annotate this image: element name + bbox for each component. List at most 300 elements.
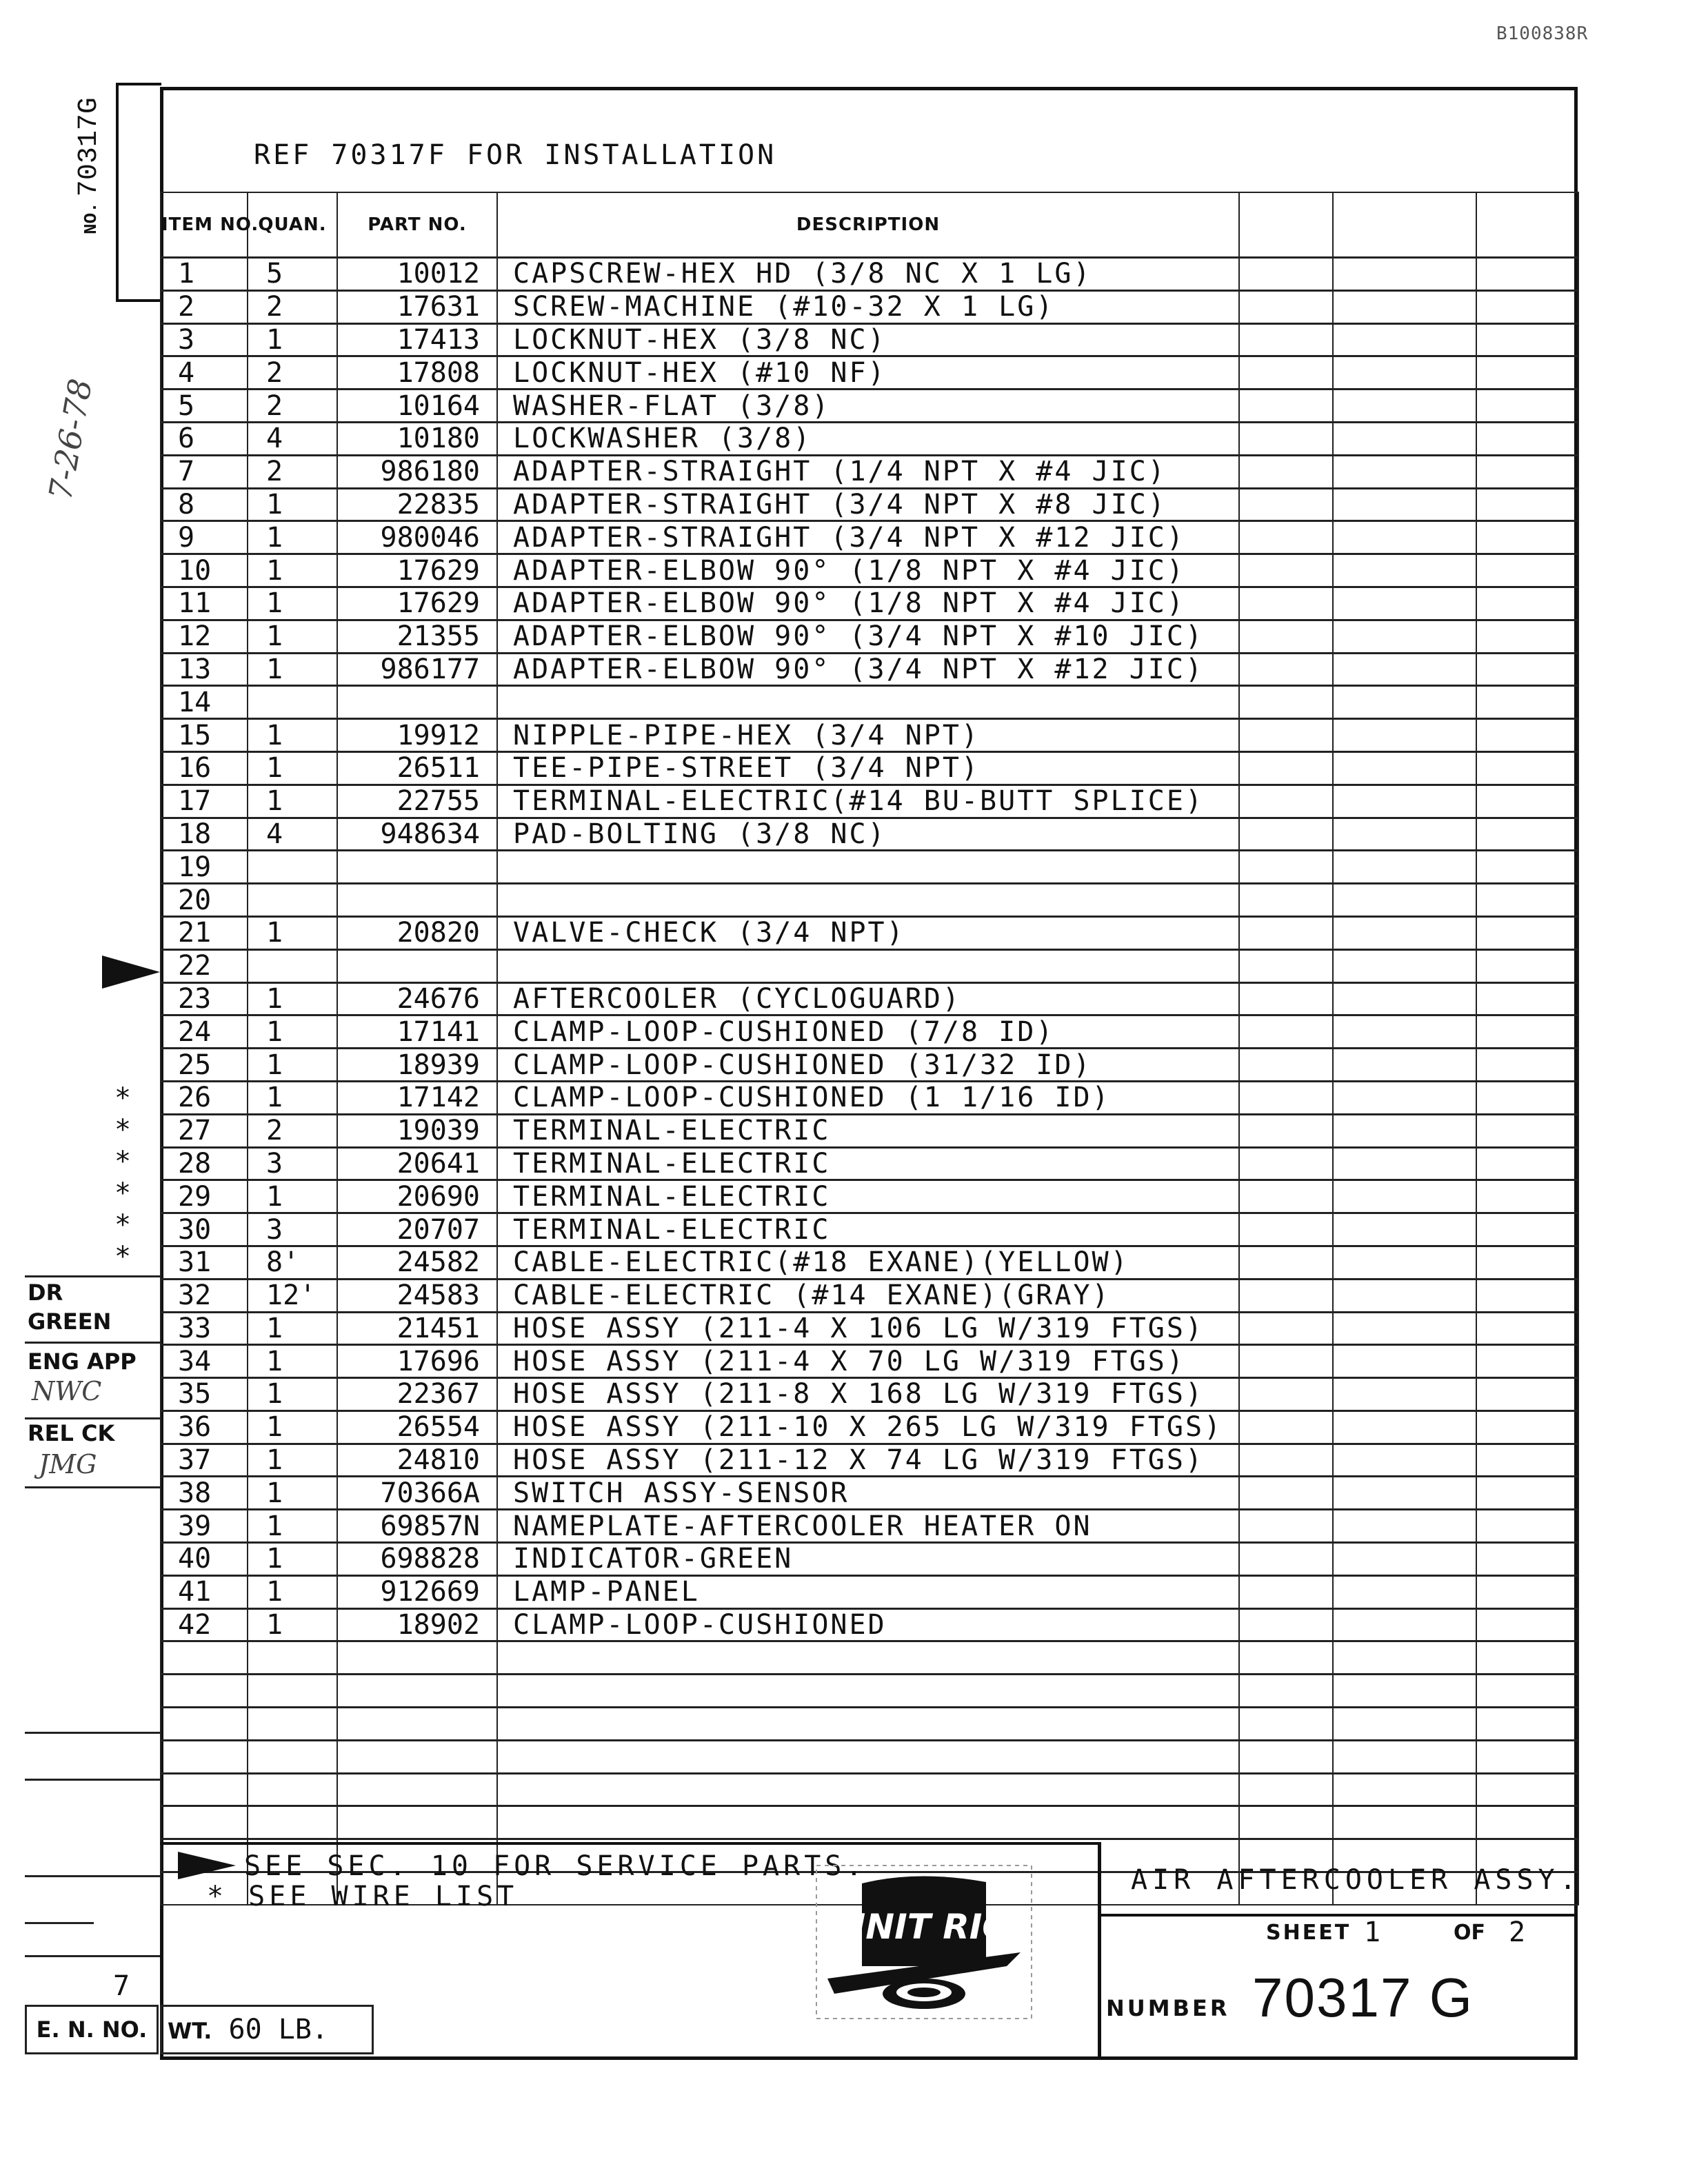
part-number-cell: 17631	[337, 290, 497, 323]
blank-cell	[1239, 1806, 1333, 1839]
blank-cell	[1476, 1806, 1578, 1839]
blank-cell	[1333, 851, 1476, 884]
blank-cell	[1333, 1147, 1476, 1180]
description-cell: LAMP-PANEL	[497, 1575, 1239, 1608]
item-number-cell: 41	[161, 1575, 248, 1608]
blank-cell	[1333, 1477, 1476, 1510]
blank-cell	[1239, 785, 1333, 818]
item-number-cell: 22	[161, 949, 248, 982]
blank-cell	[1476, 916, 1578, 949]
description-cell: HOSE ASSY (211-12 X 74 LG W/319 FTGS)	[497, 1444, 1239, 1477]
blank-cell	[1333, 1675, 1476, 1708]
quantity-cell: 1	[248, 751, 337, 785]
blank-cell	[1239, 1477, 1333, 1510]
blank-cell	[1476, 1081, 1578, 1114]
blank-cell	[1476, 1773, 1578, 1806]
table-row	[161, 982, 1578, 1015]
table-row	[161, 1180, 1578, 1213]
table-row	[161, 1410, 1578, 1444]
table-row	[161, 1543, 1578, 1576]
table-row	[161, 1081, 1578, 1114]
table-header-row	[161, 192, 1578, 258]
quantity-cell: 1	[248, 1081, 337, 1114]
quantity-cell	[248, 949, 337, 982]
quantity-cell	[248, 1708, 337, 1741]
quantity-cell: 1	[248, 620, 337, 653]
part-number-cell: 17629	[337, 587, 497, 620]
blank-cell	[1476, 521, 1578, 554]
item-number-cell	[161, 1641, 248, 1675]
blank-cell	[1476, 258, 1578, 291]
part-number-cell: 24676	[337, 982, 497, 1015]
blank-cell	[1333, 916, 1476, 949]
blank-cell	[1239, 1641, 1333, 1675]
description-cell	[497, 1806, 1239, 1839]
blank-cell	[1476, 1675, 1578, 1708]
table-row	[161, 719, 1578, 752]
description-cell: AFTERCOOLER (CYCLOGUARD)	[497, 982, 1239, 1015]
blank-cell	[1333, 1180, 1476, 1213]
quantity-cell	[248, 884, 337, 917]
part-number-cell: 10164	[337, 390, 497, 423]
blank-cell	[1239, 1345, 1333, 1378]
quantity-cell: 4	[248, 422, 337, 455]
part-number-cell: 17696	[337, 1345, 497, 1378]
blank-cell	[1239, 290, 1333, 323]
item-number-cell: 30	[161, 1213, 248, 1246]
blank-cell	[1333, 719, 1476, 752]
blank-cell	[1239, 1575, 1333, 1608]
wire-list-star: *	[116, 1241, 130, 1273]
table-row	[161, 1378, 1578, 1411]
blank-cell	[1239, 1740, 1333, 1773]
item-number-cell: 8	[161, 488, 248, 521]
sheet-of-label: OF	[1454, 1921, 1485, 1945]
quantity-cell: 1	[248, 1543, 337, 1576]
sheet-label: SHEET	[1266, 1921, 1352, 1945]
part-number-cell	[337, 851, 497, 884]
table-row	[161, 1806, 1578, 1839]
parts-list-table	[160, 192, 1579, 1905]
revision-line	[25, 1955, 160, 1957]
table-row	[161, 1147, 1578, 1180]
item-number-cell: 6	[161, 422, 248, 455]
part-number-cell	[337, 1740, 497, 1773]
wire-list-star: *	[116, 1209, 130, 1241]
item-number-cell: 42	[161, 1608, 248, 1641]
description-cell: SWITCH ASSY-SENSOR	[497, 1477, 1239, 1510]
blank-cell	[1239, 1410, 1333, 1444]
item-number-cell: 5	[161, 390, 248, 423]
part-number-cell: 20690	[337, 1180, 497, 1213]
unit-rig-logo	[814, 1863, 1034, 2021]
item-number-cell: 12	[161, 620, 248, 653]
quantity-cell: 1	[248, 916, 337, 949]
part-number-cell: 26511	[337, 751, 497, 785]
description-cell: ADAPTER-STRAIGHT (1/4 NPT X #4 JIC)	[497, 455, 1239, 488]
part-number-cell: 24583	[337, 1279, 497, 1312]
part-number-cell: 698828	[337, 1543, 497, 1576]
quantity-cell: 2	[248, 1114, 337, 1147]
blank-cell	[1476, 554, 1578, 587]
table-row	[161, 751, 1578, 785]
blank-cell	[1476, 1345, 1578, 1378]
part-number-cell	[337, 1708, 497, 1741]
quantity-cell: 8'	[248, 1246, 337, 1279]
table-row	[161, 620, 1578, 653]
blank-cell	[1239, 521, 1333, 554]
quantity-cell: 1	[248, 488, 337, 521]
wire-list-star: *	[116, 1082, 130, 1114]
item-number-cell: 38	[161, 1477, 248, 1510]
quantity-cell: 1	[248, 785, 337, 818]
blank-cell	[1333, 1312, 1476, 1345]
description-cell: CABLE-ELECTRIC (#14 EXANE)(GRAY)	[497, 1279, 1239, 1312]
part-number-cell: 10012	[337, 258, 497, 291]
blank-cell	[1476, 1575, 1578, 1608]
part-number-cell: 20641	[337, 1147, 497, 1180]
blank-cell	[1239, 751, 1333, 785]
description-cell: TERMINAL-ELECTRIC	[497, 1114, 1239, 1147]
header-description: DESCRIPTION	[497, 192, 1239, 258]
table-row	[161, 554, 1578, 587]
blank-cell	[1239, 422, 1333, 455]
description-cell: LOCKWASHER (3/8)	[497, 422, 1239, 455]
blank-cell	[1333, 258, 1476, 291]
blank-cell	[1239, 884, 1333, 917]
item-number-cell: 37	[161, 1444, 248, 1477]
revision-line	[25, 1732, 160, 1734]
blank-cell	[1333, 1575, 1476, 1608]
part-number-cell	[337, 1675, 497, 1708]
drawing-number-value: 70317 G	[1252, 1967, 1474, 2028]
description-cell: LOCKNUT-HEX (3/8 NC)	[497, 323, 1239, 356]
blank-cell	[1476, 1740, 1578, 1773]
quantity-cell: 1	[248, 521, 337, 554]
blank-cell	[1476, 686, 1578, 719]
blank-cell	[1333, 1410, 1476, 1444]
description-cell: TERMINAL-ELECTRIC	[497, 1180, 1239, 1213]
blank-cell	[1333, 521, 1476, 554]
drawing-title: AIR AFTERCOOLER ASSY.	[1131, 1864, 1581, 1896]
blank-cell	[1239, 1543, 1333, 1576]
parts-list-body	[161, 258, 1578, 1905]
part-number-cell: 22367	[337, 1378, 497, 1411]
item-number-cell: 28	[161, 1147, 248, 1180]
description-cell: ADAPTER-ELBOW 90° (3/4 NPT X #10 JIC)	[497, 620, 1239, 653]
wire-list-star: *	[116, 1177, 130, 1209]
quantity-cell: 2	[248, 290, 337, 323]
item-number-cell: 17	[161, 785, 248, 818]
quantity-cell: 1	[248, 1575, 337, 1608]
blank-cell	[1333, 1114, 1476, 1147]
blank-cell	[1239, 1180, 1333, 1213]
item-number-cell: 3	[161, 323, 248, 356]
drawn-by-label: DR	[28, 1280, 63, 1306]
blank-cell	[1333, 422, 1476, 455]
blank-cell	[1476, 356, 1578, 390]
blank-cell	[1239, 851, 1333, 884]
description-cell	[497, 884, 1239, 917]
blank-cell	[1476, 620, 1578, 653]
description-cell: LOCKNUT-HEX (#10 NF)	[497, 356, 1239, 390]
blank-cell	[1333, 1740, 1476, 1773]
blank-cell	[1476, 1543, 1578, 1576]
blank-cell	[1333, 1213, 1476, 1246]
blank-cell	[1476, 390, 1578, 423]
table-row	[161, 818, 1578, 851]
part-number-cell	[337, 949, 497, 982]
blank-cell	[1333, 290, 1476, 323]
quantity-cell: 3	[248, 1147, 337, 1180]
description-cell: TEE-PIPE-STREET (3/4 NPT)	[497, 751, 1239, 785]
approval-divider	[25, 1486, 160, 1488]
description-cell: CLAMP-LOOP-CUSHIONED (7/8 ID)	[497, 1015, 1239, 1049]
description-cell: HOSE ASSY (211-4 X 106 LG W/319 FTGS)	[497, 1312, 1239, 1345]
blank-cell	[1333, 785, 1476, 818]
blank-cell	[1333, 818, 1476, 851]
description-cell: ADAPTER-ELBOW 90° (1/8 NPT X #4 JIC)	[497, 554, 1239, 587]
blank-cell	[1476, 949, 1578, 982]
part-number-cell: 17142	[337, 1081, 497, 1114]
blank-cell	[1333, 1543, 1476, 1576]
header-item-no: ITEM NO.	[161, 192, 248, 258]
blank-cell	[1476, 818, 1578, 851]
logo-text: UNIT RIG	[837, 1907, 1011, 1947]
revision-line	[25, 1875, 160, 1877]
quantity-cell: 1	[248, 1180, 337, 1213]
blank-cell	[1333, 455, 1476, 488]
table-row	[161, 653, 1578, 686]
drawing-number-label: NUMBER	[1106, 1995, 1230, 2021]
table-row	[161, 1345, 1578, 1378]
quantity-cell	[248, 1806, 337, 1839]
blank-cell	[1333, 554, 1476, 587]
part-number-cell: 20820	[337, 916, 497, 949]
blank-cell	[1239, 1049, 1333, 1082]
part-number-cell: 19912	[337, 719, 497, 752]
release-check-label: REL CK	[28, 1420, 115, 1446]
reference-note: REF 70317F FOR INSTALLATION	[254, 139, 777, 171]
part-number-cell	[337, 686, 497, 719]
blank-cell	[1476, 1147, 1578, 1180]
blank-cell	[1239, 1114, 1333, 1147]
header-quantity: QUAN.	[248, 192, 337, 258]
item-number-cell: 36	[161, 1410, 248, 1444]
item-number-cell: 24	[161, 1015, 248, 1049]
blank-cell	[1239, 686, 1333, 719]
quantity-cell	[248, 686, 337, 719]
quantity-cell	[248, 1773, 337, 1806]
description-cell: TERMINAL-ELECTRIC	[497, 1213, 1239, 1246]
header-blank-3	[1476, 192, 1578, 258]
part-number-cell: 22835	[337, 488, 497, 521]
item-number-cell: 26	[161, 1081, 248, 1114]
drawn-by-value: GREEN	[28, 1308, 112, 1335]
blank-cell	[1476, 1410, 1578, 1444]
blank-cell	[1333, 1806, 1476, 1839]
description-cell: NAMEPLATE-AFTERCOOLER HEATER ON	[497, 1510, 1239, 1543]
item-number-cell	[161, 1740, 248, 1773]
table-row	[161, 356, 1578, 390]
description-cell: CAPSCREW-HEX HD (3/8 NC X 1 LG)	[497, 258, 1239, 291]
part-number-cell: 980046	[337, 521, 497, 554]
blank-cell	[1476, 1641, 1578, 1675]
table-row	[161, 1510, 1578, 1543]
blank-cell	[1239, 258, 1333, 291]
blank-cell	[1239, 1081, 1333, 1114]
item-number-cell	[161, 1773, 248, 1806]
blank-cell	[1476, 982, 1578, 1015]
blank-cell	[1333, 1081, 1476, 1114]
blank-cell	[1239, 1246, 1333, 1279]
description-cell: TERMINAL-ELECTRIC(#14 BU-BUTT SPLICE)	[497, 785, 1239, 818]
description-cell: ADAPTER-STRAIGHT (3/4 NPT X #12 JIC)	[497, 521, 1239, 554]
item-number-cell: 27	[161, 1114, 248, 1147]
revision-line	[25, 1779, 160, 1781]
blank-cell	[1333, 1378, 1476, 1411]
quantity-cell: 1	[248, 1378, 337, 1411]
blank-cell	[1239, 1608, 1333, 1641]
blank-cell	[1476, 884, 1578, 917]
description-cell: INDICATOR-GREEN	[497, 1543, 1239, 1576]
blank-cell	[1239, 1015, 1333, 1049]
part-number-cell: 21355	[337, 620, 497, 653]
item-number-cell: 7	[161, 455, 248, 488]
table-row	[161, 323, 1578, 356]
blank-cell	[1239, 356, 1333, 390]
blank-cell	[1476, 1114, 1578, 1147]
item-number-cell	[161, 1708, 248, 1741]
part-number-cell: 986180	[337, 455, 497, 488]
approval-divider	[25, 1275, 160, 1277]
header-blank-1	[1239, 192, 1333, 258]
blank-cell	[1333, 1510, 1476, 1543]
table-row	[161, 390, 1578, 423]
table-row	[161, 1641, 1578, 1675]
sheet-total: 2	[1509, 1917, 1526, 1948]
blank-cell	[1333, 356, 1476, 390]
blank-cell	[1333, 587, 1476, 620]
table-row	[161, 488, 1578, 521]
part-number-cell: 986177	[337, 653, 497, 686]
quantity-cell	[248, 851, 337, 884]
quantity-cell: 1	[248, 323, 337, 356]
blank-cell	[1333, 1345, 1476, 1378]
table-row	[161, 686, 1578, 719]
blank-cell	[1476, 653, 1578, 686]
release-check-signature: JMG	[39, 1449, 97, 1479]
quantity-cell: 1	[248, 982, 337, 1015]
blank-cell	[1239, 455, 1333, 488]
table-row	[161, 1279, 1578, 1312]
quantity-cell: 1	[248, 587, 337, 620]
table-row	[161, 1312, 1578, 1345]
blank-cell	[1476, 1708, 1578, 1741]
table-row	[161, 1675, 1578, 1708]
side-number-value: 70317G	[74, 97, 105, 197]
part-number-cell: 70366A	[337, 1477, 497, 1510]
table-row	[161, 785, 1578, 818]
part-number-cell: 17141	[337, 1015, 497, 1049]
description-cell	[497, 949, 1239, 982]
blank-cell	[1476, 422, 1578, 455]
blank-cell	[1239, 1444, 1333, 1477]
table-row	[161, 884, 1578, 917]
description-cell: CLAMP-LOOP-CUSHIONED (31/32 ID)	[497, 1049, 1239, 1082]
blank-cell	[1333, 982, 1476, 1015]
blank-cell	[1239, 1213, 1333, 1246]
weight-value: 60 LB.	[228, 2014, 329, 2045]
item-number-cell: 33	[161, 1312, 248, 1345]
part-number-cell: 17413	[337, 323, 497, 356]
table-row	[161, 1575, 1578, 1608]
quantity-cell: 1	[248, 1510, 337, 1543]
item-number-cell: 18	[161, 818, 248, 851]
description-cell	[497, 1641, 1239, 1675]
quantity-cell: 1	[248, 1477, 337, 1510]
blank-cell	[1333, 1708, 1476, 1741]
item-number-cell: 40	[161, 1543, 248, 1576]
blank-cell	[1476, 1049, 1578, 1082]
blank-cell	[1239, 1675, 1333, 1708]
item-number-cell: 32	[161, 1279, 248, 1312]
table-row	[161, 1608, 1578, 1641]
part-number-cell: 21451	[337, 1312, 497, 1345]
description-cell: HOSE ASSY (211-4 X 70 LG W/319 FTGS)	[497, 1345, 1239, 1378]
blank-cell	[1239, 1147, 1333, 1180]
engineering-approval-label: ENG APP	[28, 1348, 137, 1375]
item-number-cell: 25	[161, 1049, 248, 1082]
quantity-cell: 1	[248, 1015, 337, 1049]
wire-list-star: *	[116, 1146, 130, 1177]
table-row	[161, 1246, 1578, 1279]
description-cell	[497, 851, 1239, 884]
table-row	[161, 455, 1578, 488]
item-number-cell: 29	[161, 1180, 248, 1213]
item-number-cell: 2	[161, 290, 248, 323]
quantity-cell: 4	[248, 818, 337, 851]
item-number-cell	[161, 1806, 248, 1839]
quantity-cell: 1	[248, 1444, 337, 1477]
blank-cell	[1239, 719, 1333, 752]
blank-cell	[1239, 1312, 1333, 1345]
item-number-cell: 13	[161, 653, 248, 686]
table-row	[161, 851, 1578, 884]
part-number-cell	[337, 884, 497, 917]
part-number-cell: 19039	[337, 1114, 497, 1147]
description-cell: NIPPLE-PIPE-HEX (3/4 NPT)	[497, 719, 1239, 752]
blank-cell	[1333, 1246, 1476, 1279]
change-count: 7	[113, 1970, 130, 2002]
blank-cell	[1476, 1608, 1578, 1641]
blank-cell	[1333, 323, 1476, 356]
table-row	[161, 916, 1578, 949]
blank-cell	[1239, 916, 1333, 949]
blank-cell	[1239, 818, 1333, 851]
description-cell: ADAPTER-ELBOW 90° (3/4 NPT X #12 JIC)	[497, 653, 1239, 686]
blank-cell	[1476, 1180, 1578, 1213]
quantity-cell	[248, 1641, 337, 1675]
document-id: B100838R	[1496, 23, 1589, 44]
part-number-cell: 18902	[337, 1608, 497, 1641]
quantity-cell: 1	[248, 653, 337, 686]
description-cell: TERMINAL-ELECTRIC	[497, 1147, 1239, 1180]
header-part-no: PART NO.	[337, 192, 497, 258]
part-number-cell: 22755	[337, 785, 497, 818]
handwritten-date: 7-26-78	[41, 376, 99, 503]
item-number-cell: 15	[161, 719, 248, 752]
